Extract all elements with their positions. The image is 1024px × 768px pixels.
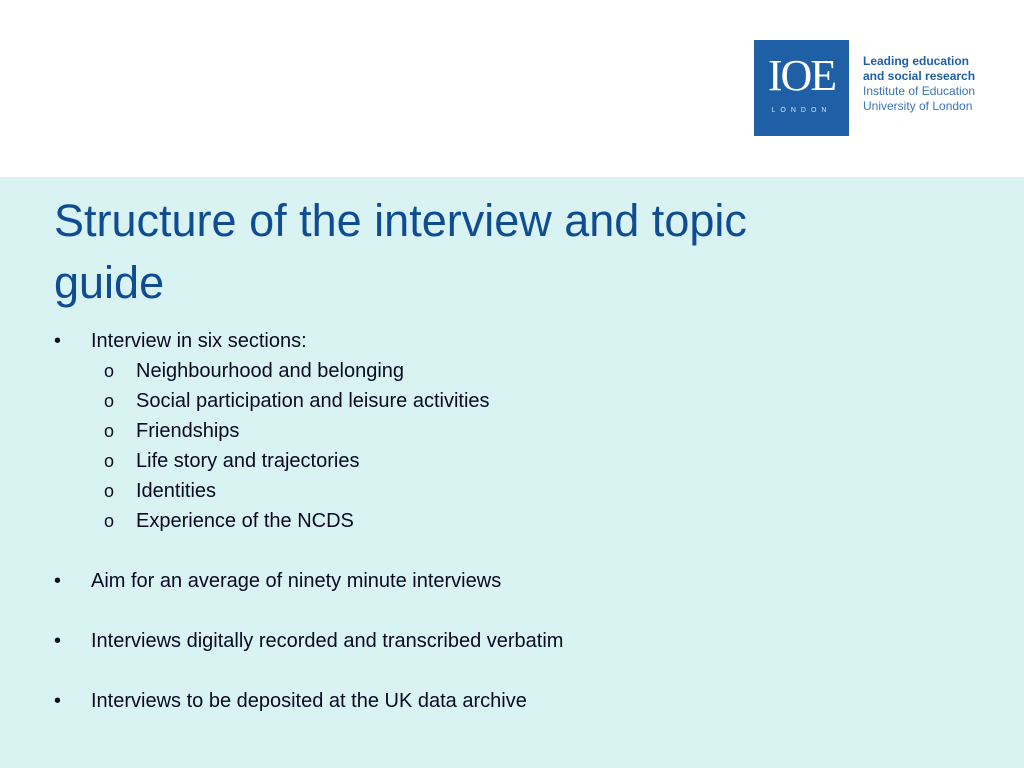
bullet-list [54, 326, 954, 716]
logo-line-4: University of London [863, 99, 973, 113]
list-item [54, 626, 954, 656]
sub-bullet-marker: o [104, 451, 115, 471]
logo-line-3: Institute of Education [863, 84, 976, 98]
bullet-text: Aim for an average of ninety minute interviews [91, 570, 502, 592]
bullet-marker: • [54, 630, 62, 652]
spacer [54, 596, 954, 626]
sub-list-item [54, 416, 954, 446]
sub-bullet-marker: o [104, 421, 115, 441]
sub-bullet-marker: o [104, 391, 115, 411]
sub-list-item [54, 386, 954, 416]
sub-bullet-text: Neighbourhood and belonging [136, 360, 405, 382]
sub-bullet-marker: o [104, 511, 115, 531]
list-item [54, 326, 954, 356]
bullet-marker: • [54, 690, 62, 712]
sub-bullet-text: Social participation and leisure activities [136, 390, 490, 412]
slide-title [54, 190, 954, 314]
sub-bullet-marker: o [104, 361, 115, 381]
sub-bullet-text: Friendships [136, 420, 240, 442]
bullet-marker: • [54, 330, 62, 352]
sub-list-item [54, 506, 954, 536]
logo-mark: IOE [767, 51, 836, 100]
logo-sub: LONDON [771, 107, 832, 114]
bullet-marker: • [54, 570, 62, 592]
spacer [54, 536, 954, 566]
spacer [54, 656, 954, 686]
title-line-2: guide [54, 257, 165, 308]
sub-bullet-text: Experience of the NCDS [136, 510, 354, 532]
bullet-text: Interviews to be deposited at the UK data archive [91, 690, 527, 712]
list-item [54, 686, 954, 716]
logo-text [863, 54, 975, 114]
list-item [54, 566, 954, 596]
bullet-text: Interviews digitally recorded and transcribed verbatim [91, 630, 564, 652]
sub-list-item [54, 446, 954, 476]
sub-list-item [54, 356, 954, 386]
logo-line-2: and social research [863, 69, 976, 83]
logo-line-1: Leading education [863, 54, 970, 68]
header-band [0, 0, 1024, 177]
sub-list-item [54, 476, 954, 506]
ioe-logo [754, 40, 849, 136]
sub-bullet-text: Life story and trajectories [136, 450, 360, 472]
bullet-text: Interview in six sections: [91, 330, 307, 352]
sub-bullet-text: Identities [136, 480, 217, 502]
sub-bullet-marker: o [104, 481, 115, 501]
title-line-1: Structure of the interview and topic [54, 195, 747, 246]
